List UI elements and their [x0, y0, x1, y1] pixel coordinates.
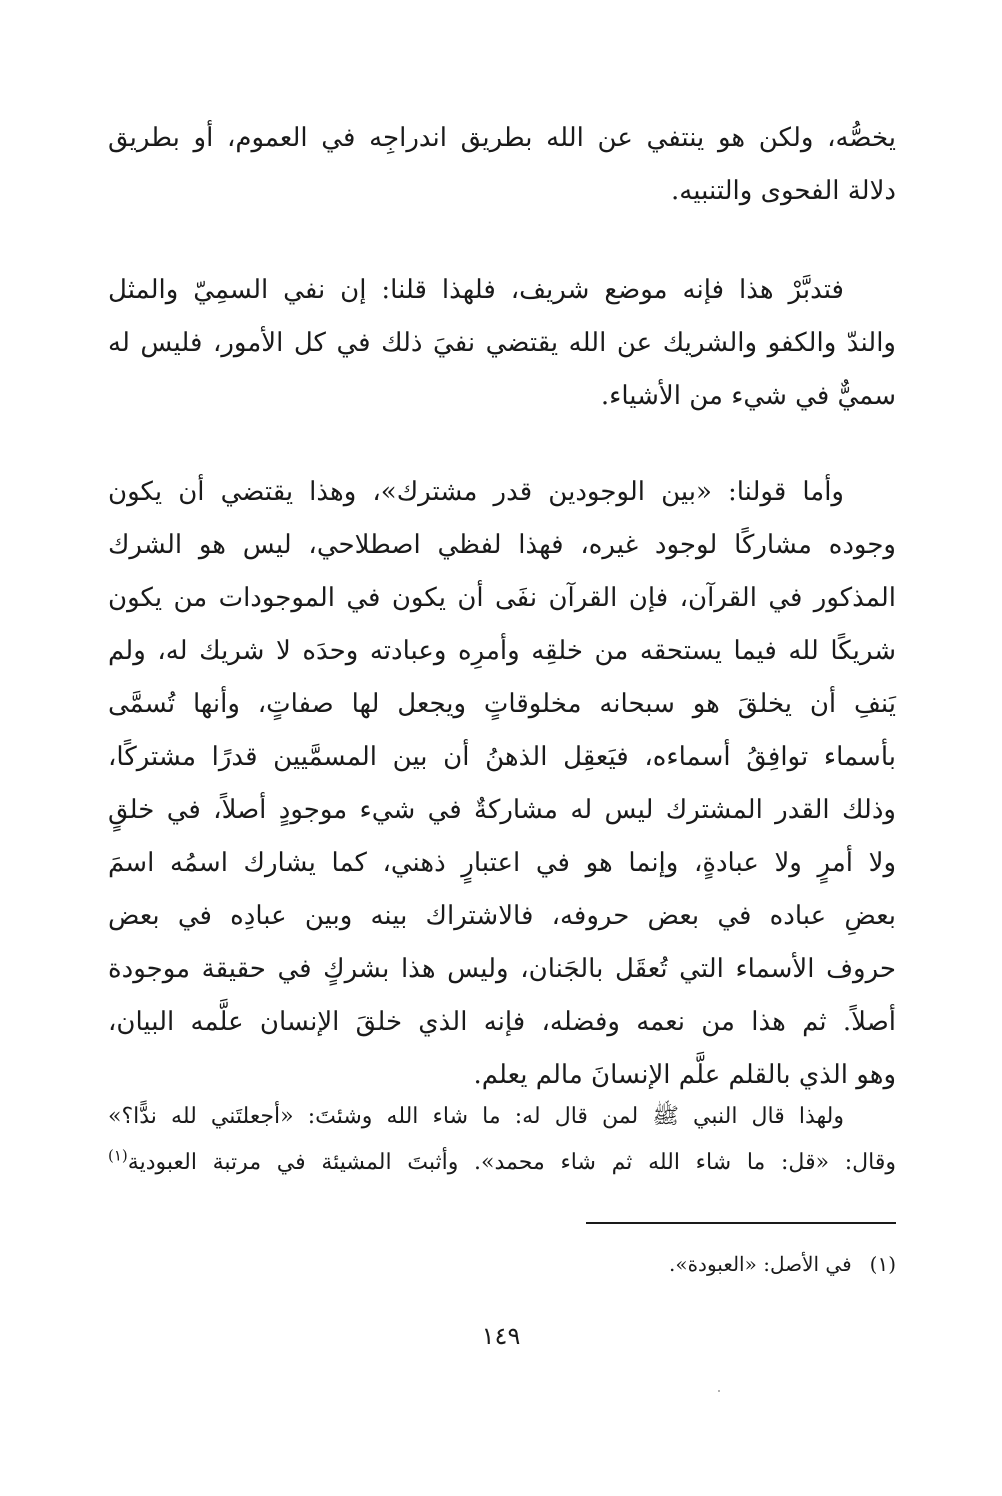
page-number: ١٤٩ [481, 1322, 521, 1350]
scan-speck [718, 1390, 720, 1392]
text-line: وقال: «قل: ما شاء الله ثم شاء محمد». وأثبتَ المشيئة في مرتبة العبودية [127, 1150, 896, 1175]
footnote-number: (١) [869, 1252, 896, 1276]
text-line: المذكور في القرآن، فإن القرآن نفَى أن يكون في الموجودات من يكون [108, 583, 896, 613]
footnote-marker[interactable]: (١) [108, 1146, 128, 1165]
text-line: بعضِ عباده في بعض حروفه، فالاشتراك بينه وبين عبادِه في بعض [108, 901, 896, 931]
text-line: وذلك القدر المشترك ليس له مشاركةٌ في شيء موجودٍ أصلاً، في خلقٍ [108, 795, 896, 825]
text-line: ولا أمرٍ ولا عبادةٍ، وإنما هو في اعتبارٍ ذهني، كما يشارك اسمُه اسمَ [108, 848, 896, 878]
text-line: وهو الذي بالقلم علَّم الإنسانَ مالم يعلم. [473, 1060, 896, 1090]
text-line: حروف الأسماء التي تُعقَل بالجَنان، وليس هذا بشركٍ في حقيقة موجودة [108, 954, 896, 984]
text-line: سميٌّ في شيء من الأشياء. [600, 381, 896, 411]
paragraph-4 [108, 1094, 896, 1186]
footnote-divider [586, 1222, 896, 1224]
footnote-text: في الأصل: «العبودة». [668, 1252, 852, 1276]
text-line: دلالة الفحوى والتنبيه. [671, 176, 896, 206]
paragraph-1 [108, 112, 896, 218]
text-line: وجوده مشاركًا لوجود غيره، فهذا لفظي اصطلاحي، ليس هو الشرك [108, 530, 896, 560]
paragraph-2 [108, 264, 896, 423]
text-line: بأسماء توافِقُ أسماءه، فيَعقِل الذهنُ أن بين المسمَّيين قدرًا مشتركًا، [108, 742, 896, 772]
text-line: شريكًا لله فيما يستحقه من خلقِه وأمرِه وعبادته وحدَه لا شريك له، ولم [108, 636, 896, 666]
text-line: والندّ والكفو والشريك عن الله يقتضي نفيَ ذلك في كل الأمور، فليس له [108, 328, 896, 358]
text-line: ولهذا قال النبي ﷺ لمن قال له: ما شاء الله وشئتَ: «أجعلتَني لله ندًّا؟» [108, 1104, 844, 1129]
text-line-with-footnote [108, 1140, 896, 1186]
text-line: يَنفِ أن يخلقَ هو سبحانه مخلوقاتٍ ويجعل لها صفاتٍ، وأنها تُسمَّى [108, 689, 896, 719]
text-line: أصلاً. ثم هذا من نعمه وفضله، فإنه الذي خلقَ الإنسان علَّمه البيان، [108, 1007, 896, 1037]
text-line: وأما قولنا: «بين الوجودين قدر مشترك»، وهذا يقتضي أن يكون [108, 477, 844, 507]
text-line: فتدبَّرْ هذا فإنه موضع شريف، فلهذا قلنا: إن نفي السمِيّ والمثل [108, 275, 844, 305]
text-line: يخصُّه، ولكن هو ينتفي عن الله بطريق اندراجِه في العموم، أو بطريق [108, 123, 896, 153]
paragraph-3 [108, 466, 896, 1102]
footnote [500, 1246, 896, 1282]
